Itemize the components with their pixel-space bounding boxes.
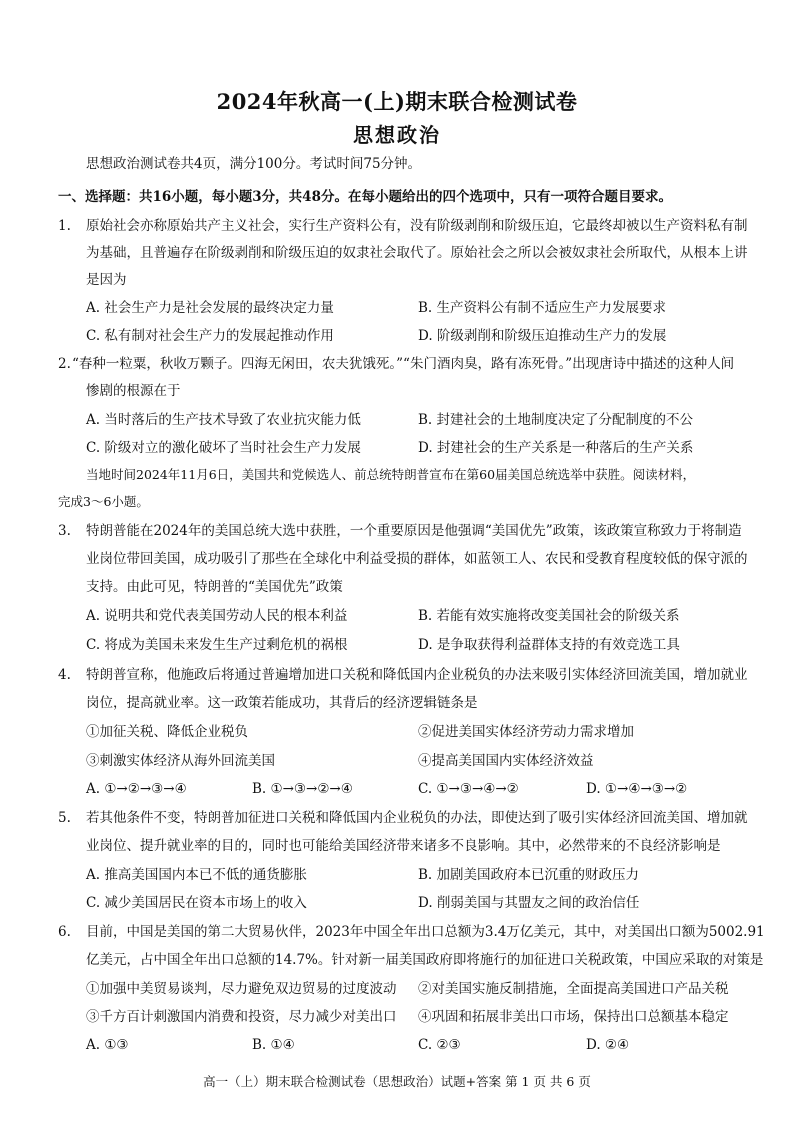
question-stem-line: 特朗普能在2024年的美国总统大选中获胜，一个重要原因是他强调“美国优先”政策，该政策宣称致力于将制造	[86, 523, 742, 539]
option-c: C. 阶级对立的激化破坏了当时社会生产力发展	[86, 440, 361, 456]
question-stem-line: 亿美元，占中国全年出口总额的14.7%。针对新一届美国政府即将施行的加征进口关税政策，中国应采取的对策是	[86, 952, 764, 968]
question-number: 1.	[58, 218, 71, 234]
option-c: C. 将成为美国未来发生生产过剩危机的祸根	[86, 637, 348, 653]
question-stem-line: 为基础，且普遍存在阶级剥削和阶级压迫的奴隶社会取代了。原始社会之所以会被奴隶社会所取代，从根本上讲	[86, 245, 748, 261]
option-b: B. ①→③→②→④	[252, 781, 353, 797]
option-d: D. 是争取获得利益群体支持的有效竞选工具	[418, 637, 680, 653]
question-number: 4.	[58, 667, 71, 683]
option-d: D. 削弱美国与其盟友之间的政治信任	[418, 895, 640, 911]
option-b: B. 封建社会的土地制度决定了分配制度的不公	[418, 412, 694, 428]
question-stem-line: 是因为	[86, 272, 127, 288]
option-d: D. 阶级剥削和阶级压迫推动生产力的发展	[418, 328, 667, 344]
material-text: 当地时间2024年11月6日，美国共和党候选人、前总统特朗普宣布在第60届美国总统选举中获胜。阅读材料，	[86, 467, 696, 482]
page-footer: 高一（上）期末联合检测试卷（思想政治）试题+答案 第 1 页 共 6 页	[203, 1074, 591, 1089]
page-title: 2024年秋高一(上)期末联合检测试卷	[216, 89, 578, 114]
question-stem-line: 若其他条件不变，特朗普加征进口关税和降低国内企业税负的办法，即使达到了吸引实体经济回流美国、增加就	[86, 810, 748, 826]
statement-item: ①加强中美贸易谈判，尽力避免双边贸易的过度波动	[86, 981, 397, 997]
question-stem-line: 目前，中国是美国的第二大贸易伙伴，2023年中国全年出口总额为3.4万亿美元，其中，对美国出口额为5002.91	[86, 924, 765, 940]
section-heading: 一、选择题：共16小题，每小题3分，共48分。在每小题给出的四个选项中，只有一项符合题目要求。	[58, 189, 672, 205]
option-a: A. ①→②→③→④	[86, 781, 187, 797]
option-b: B. 加剧美国政府本已沉重的财政压力	[418, 867, 640, 883]
option-c: C. 减少美国居民在资本市场上的收入	[86, 895, 307, 911]
question-stem-line: 支持。由此可见，特朗普的“美国优先”政策	[86, 579, 343, 595]
option-a: A. 当时落后的生产技术导致了农业抗灾能力低	[86, 412, 361, 428]
option-b: B. ①④	[252, 1037, 295, 1053]
question-stem-line: 原始社会亦称原始共产主义社会，实行生产资料公有，没有阶级剥削和阶级压迫，它最终却被以生产资料私有制	[86, 218, 748, 234]
statement-item: ③刺激实体经济从海外回流美国	[86, 753, 275, 769]
material-text: 完成3～6小题。	[58, 494, 149, 509]
option-a: A. ①③	[86, 1037, 129, 1053]
question-number: 2.	[58, 356, 71, 372]
statement-item: ④巩固和拓展非美出口市场，保持出口总额基本稳定	[418, 1009, 729, 1025]
page-subtitle: 思想政治	[353, 123, 441, 147]
option-c: C. ②③	[418, 1037, 461, 1053]
question-number: 3.	[58, 523, 71, 539]
question-stem-line: 业岗位、提升就业率的目的，同时也可能给美国经济带来诸多不良影响。其中，必然带来的不良经济影响是	[86, 838, 721, 854]
statement-item: ④提高美国国内实体经济效益	[418, 753, 594, 769]
statement-item: ②对美国实施反制措施，全面提高美国进口产品关税	[418, 981, 729, 997]
statement-item: ①加征关税、降低企业税负	[86, 724, 248, 740]
option-a: A. 社会生产力是社会发展的最终决定力量	[86, 300, 334, 316]
option-a: A. 说明共和党代表美国劳动人民的根本利益	[86, 608, 348, 624]
question-number: 5.	[58, 810, 71, 826]
question-stem-line: 岗位，提高就业率。这一政策若能成功，其背后的经济逻辑链条是	[86, 695, 478, 711]
option-d: D. 封建社会的生产关系是一种落后的生产关系	[418, 440, 694, 456]
statement-item: ②促进美国实体经济劳动力需求增加	[418, 724, 634, 740]
option-d: D. ②④	[586, 1037, 630, 1053]
option-c: C. 私有制对社会生产力的发展起推动作用	[86, 328, 334, 344]
option-a: A. 推高美国国内本已不低的通货膨胀	[86, 867, 307, 883]
question-stem-line: 业岗位带回美国，成功吸引了那些在全球化中利益受损的群体，如蓝领工人、农民和受教育程度较低的保守派的	[86, 551, 748, 567]
statement-item: ③千方百计刺激国内消费和投资，尽力减少对美出口	[86, 1009, 397, 1025]
option-c: C. ①→③→④→②	[418, 781, 519, 797]
question-number: 6.	[58, 924, 71, 940]
question-stem-line: “春种一粒粟，秋收万颗子。四海无闲田，农夫犹饿死。”“朱门酒肉臭，路有冻死骨。”出现唐诗中描述的这种人间	[72, 356, 735, 372]
option-b: B. 若能有效实施将改变美国社会的阶级关系	[418, 608, 680, 624]
question-stem-line: 特朗普宣称，他施政后将通过普遍增加进口关税和降低国内企业税负的办法来吸引实体经济回流美国，增加就业	[86, 667, 748, 683]
option-b: B. 生产资料公有制不适应生产力发展要求	[418, 300, 667, 316]
question-stem-line: 惨剧的根源在于	[86, 383, 181, 399]
exam-intro: 思想政治测试卷共4页，满分100分。考试时间75分钟。	[86, 156, 422, 172]
option-d: D. ①→④→③→②	[586, 781, 688, 797]
